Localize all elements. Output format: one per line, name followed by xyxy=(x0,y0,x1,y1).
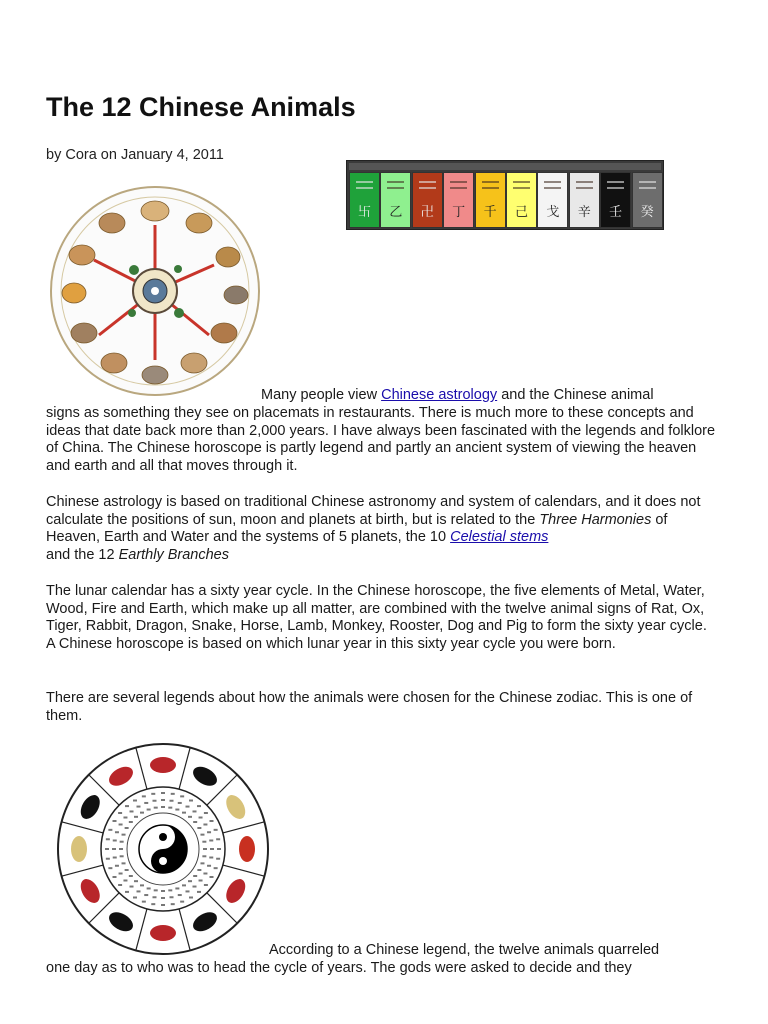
celestial-stems-link[interactable] xyxy=(450,529,548,545)
year-number-mark xyxy=(202,855,206,857)
p1-post-text: and the Chinese animal xyxy=(497,387,654,403)
year-number-mark xyxy=(147,809,151,811)
p2-text-2: of Heaven, Earth and Water and the systems of 5 planets, the 10 xyxy=(46,511,668,546)
year-number-mark xyxy=(178,894,182,896)
year-number-mark xyxy=(207,865,211,867)
year-number-mark xyxy=(175,809,179,811)
chart-cell xyxy=(600,172,631,228)
year-number-mark xyxy=(189,800,193,802)
year-number-mark xyxy=(204,884,208,886)
paragraph-1: signs as something they see on placemats in restaurants. There is much more to these concepts and ideas that date back more than 2,000 years. I have always been fascinated with the legends and folklore of China. The Chinese horoscope is partly legend and partly an ancient system of viewing the heaven and earth and all that moves through it. xyxy=(46,405,716,474)
chart-cell-line xyxy=(639,181,656,183)
year-number-mark xyxy=(123,879,127,881)
year-number-mark xyxy=(161,806,165,808)
byline: by Cora on January 4, 2011 xyxy=(46,147,224,163)
chart-cell-line xyxy=(482,181,499,183)
year-number-mark xyxy=(186,806,190,808)
year-number-mark xyxy=(217,848,221,850)
year-number-mark xyxy=(203,873,207,875)
year-number-mark xyxy=(105,848,109,850)
year-number-mark xyxy=(140,884,144,886)
p2-text-1: Chinese astrology is based on traditional Chinese astronomy and system of calendars, and it does not calculate the positions of sun, moon and planets at birth, but is related to the xyxy=(46,494,701,528)
year-number-mark xyxy=(129,821,133,823)
year-number-mark xyxy=(133,896,137,898)
paragraph-5-first-line: According to a Chinese legend, the twelve animals quarreled xyxy=(269,942,660,958)
year-number-mark xyxy=(202,841,206,843)
paragraph-1-first-line xyxy=(261,387,654,405)
year-number-mark xyxy=(134,816,138,818)
chart-cell xyxy=(632,172,663,228)
year-number-mark xyxy=(192,886,196,888)
year-number-mark xyxy=(214,867,218,869)
chart-cell-line xyxy=(450,181,467,183)
chart-cell-line xyxy=(576,187,593,189)
page-title: The 12 Chinese Animals xyxy=(46,92,356,122)
year-number-mark xyxy=(200,862,204,864)
chart-cell-line xyxy=(450,187,467,189)
year-number-mark xyxy=(154,889,158,891)
year-number-mark xyxy=(113,820,117,822)
chart-cell-line xyxy=(607,187,624,189)
chart-cell-line xyxy=(544,187,561,189)
year-number-mark xyxy=(137,890,141,892)
zodiac-animal-silhouette xyxy=(150,925,176,941)
year-number-mark xyxy=(125,891,129,893)
year-number-mark xyxy=(170,800,174,802)
year-number-mark xyxy=(197,891,201,893)
year-number-mark xyxy=(161,904,165,906)
year-number-mark xyxy=(209,857,213,859)
year-number-mark xyxy=(152,800,156,802)
year-number-mark xyxy=(144,894,148,896)
year-number-mark xyxy=(209,876,213,878)
year-number-mark xyxy=(171,793,175,795)
chart-cell-glyph: 壬 xyxy=(609,204,623,219)
year-number-mark xyxy=(175,887,179,889)
celestial-stems-link-text: Celestial stems xyxy=(450,529,549,546)
chart-cell xyxy=(475,172,506,228)
year-number-mark xyxy=(193,821,197,823)
chart-cell xyxy=(380,172,411,228)
chart-cell-line xyxy=(513,187,530,189)
year-number-mark xyxy=(147,887,151,889)
year-number-mark xyxy=(192,810,196,812)
chart-cell xyxy=(443,172,474,228)
year-number-mark xyxy=(171,903,175,905)
zodiac-animal-silhouette xyxy=(239,836,255,862)
chart-cell-line xyxy=(576,181,593,183)
year-number-mark xyxy=(130,810,134,812)
paragraph-4: There are several legends about how the animals were chosen for the Chinese zodiac. This is one of them. xyxy=(46,690,693,724)
zodiac-year-wheel-image xyxy=(56,742,270,956)
year-number-mark xyxy=(119,824,123,826)
year-number-mark xyxy=(204,812,208,814)
year-number-mark xyxy=(122,834,126,836)
year-number-mark xyxy=(142,795,146,797)
year-number-mark xyxy=(203,824,207,826)
chinese-astrology-link[interactable]: Chinese astrology xyxy=(381,387,498,403)
year-number-mark xyxy=(137,806,141,808)
paragraph-5: one day as to who was to head the cycle of years. The gods were asked to decide and they xyxy=(46,960,632,976)
chart-header-bar xyxy=(349,163,661,170)
chart-cell-line xyxy=(607,181,624,183)
year-number-mark xyxy=(214,829,218,831)
zodiac-animal-silhouette xyxy=(150,757,176,773)
year-number-mark xyxy=(119,848,123,850)
year-number-mark xyxy=(151,793,155,795)
year-number-mark xyxy=(161,792,165,794)
chart-cell-line xyxy=(544,181,561,183)
year-number-mark xyxy=(207,831,211,833)
year-number-mark xyxy=(151,903,155,905)
year-number-mark xyxy=(216,858,220,860)
chart-cell-glyph: 癸 xyxy=(640,204,654,219)
year-number-mark xyxy=(168,889,172,891)
year-number-mark xyxy=(108,829,112,831)
year-number-mark xyxy=(115,865,119,867)
year-number-mark xyxy=(118,812,122,814)
chart-cell xyxy=(412,172,443,228)
chart-cell-glyph: 乙 xyxy=(389,204,403,219)
year-number-mark xyxy=(209,820,213,822)
year-number-mark xyxy=(106,838,110,840)
year-number-mark xyxy=(134,880,138,882)
chart-cell-line xyxy=(482,187,499,189)
chart-cell xyxy=(537,172,568,228)
year-number-mark xyxy=(203,848,207,850)
year-number-mark xyxy=(161,799,165,801)
year-number-mark xyxy=(186,890,190,892)
chart-cell-glyph: 卐 xyxy=(357,204,372,219)
year-number-mark xyxy=(130,886,134,888)
chart-cell-line xyxy=(356,181,373,183)
zodiac-animal-wheel-image xyxy=(44,185,266,397)
year-number-mark xyxy=(200,834,204,836)
chart-cell-glyph: 千 xyxy=(483,204,497,219)
year-number-mark xyxy=(122,862,126,864)
year-number-mark xyxy=(180,795,184,797)
year-number-mark xyxy=(113,876,117,878)
earthly-branches-text: Earthly Branches xyxy=(118,546,229,563)
chart-cell-line xyxy=(639,187,656,189)
year-number-mark xyxy=(115,831,119,833)
year-number-mark xyxy=(144,802,148,804)
year-number-mark xyxy=(106,858,110,860)
chart-cell-line xyxy=(513,181,530,183)
year-number-mark xyxy=(193,875,197,877)
p1-pre-text: Many people view xyxy=(261,387,382,403)
chart-cell-line xyxy=(356,187,373,189)
chart-cell-glyph: 丁 xyxy=(452,204,466,219)
zodiac-animal-silhouette xyxy=(71,836,87,862)
year-number-mark xyxy=(120,841,124,843)
year-number-mark xyxy=(120,855,124,857)
chart-cell-line xyxy=(419,187,436,189)
p2-text-3: and the 12 xyxy=(46,546,119,563)
year-number-mark xyxy=(182,884,186,886)
year-number-mark xyxy=(197,869,201,871)
year-number-mark xyxy=(129,875,133,877)
paragraph-3: The lunar calendar has a sixty year cycle. In the Chinese horoscope, the five elements of Metal, Water, Wood, Fire and Earth, which make up all matter, are combined with the twelve animal signs of Rat, Ox, Tiger, Rabbit, Dragon, Snake, Horse, Lamb, Monkey, Rooster, Dog and Pig to form the sixty year cycle. A Chinese horoscope is based on which lunar year in this sixty year cycle you were born. xyxy=(46,583,707,652)
year-number-mark xyxy=(161,897,165,899)
year-number-mark xyxy=(119,873,123,875)
year-number-mark xyxy=(113,857,117,859)
year-number-mark xyxy=(152,896,156,898)
year-number-mark xyxy=(197,827,201,829)
chart-cell-line xyxy=(387,181,404,183)
year-number-mark xyxy=(140,812,144,814)
year-number-mark xyxy=(168,807,172,809)
year-number-mark xyxy=(199,817,203,819)
year-number-mark xyxy=(210,848,214,850)
year-number-mark xyxy=(182,812,186,814)
year-number-mark xyxy=(125,805,129,807)
three-harmonies-text: Three Harmonies xyxy=(539,511,652,528)
year-number-mark xyxy=(197,805,201,807)
year-number-mark xyxy=(178,802,182,804)
paragraph-2 xyxy=(46,494,716,564)
chart-cell-line xyxy=(419,181,436,183)
year-number-mark xyxy=(209,839,213,841)
year-number-mark xyxy=(113,839,117,841)
chart-cell-glyph: 辛 xyxy=(577,204,591,219)
chart-cell-glyph: 戈 xyxy=(546,204,560,219)
chart-cell xyxy=(569,172,600,228)
zodiac-elements-chart-image xyxy=(346,160,664,230)
year-number-mark xyxy=(133,800,137,802)
chart-cell-glyph: 卍 xyxy=(420,204,434,219)
year-number-mark xyxy=(199,879,203,881)
chart-cell xyxy=(349,172,380,228)
chart-cell xyxy=(506,172,537,228)
year-number-mark xyxy=(216,838,220,840)
year-number-mark xyxy=(161,890,165,892)
year-number-mark xyxy=(188,816,192,818)
year-number-mark xyxy=(112,848,116,850)
year-number-mark xyxy=(189,896,193,898)
year-number-mark xyxy=(170,896,174,898)
year-number-mark xyxy=(108,867,112,869)
year-number-mark xyxy=(142,901,146,903)
chart-cell-glyph: 己 xyxy=(514,204,529,219)
year-number-mark xyxy=(123,817,127,819)
year-number-mark xyxy=(180,901,184,903)
year-number-mark xyxy=(188,880,192,882)
year-number-mark xyxy=(125,869,129,871)
year-number-mark xyxy=(118,884,122,886)
year-number-mark xyxy=(125,827,129,829)
chart-cell-line xyxy=(387,187,404,189)
year-number-mark xyxy=(154,807,158,809)
